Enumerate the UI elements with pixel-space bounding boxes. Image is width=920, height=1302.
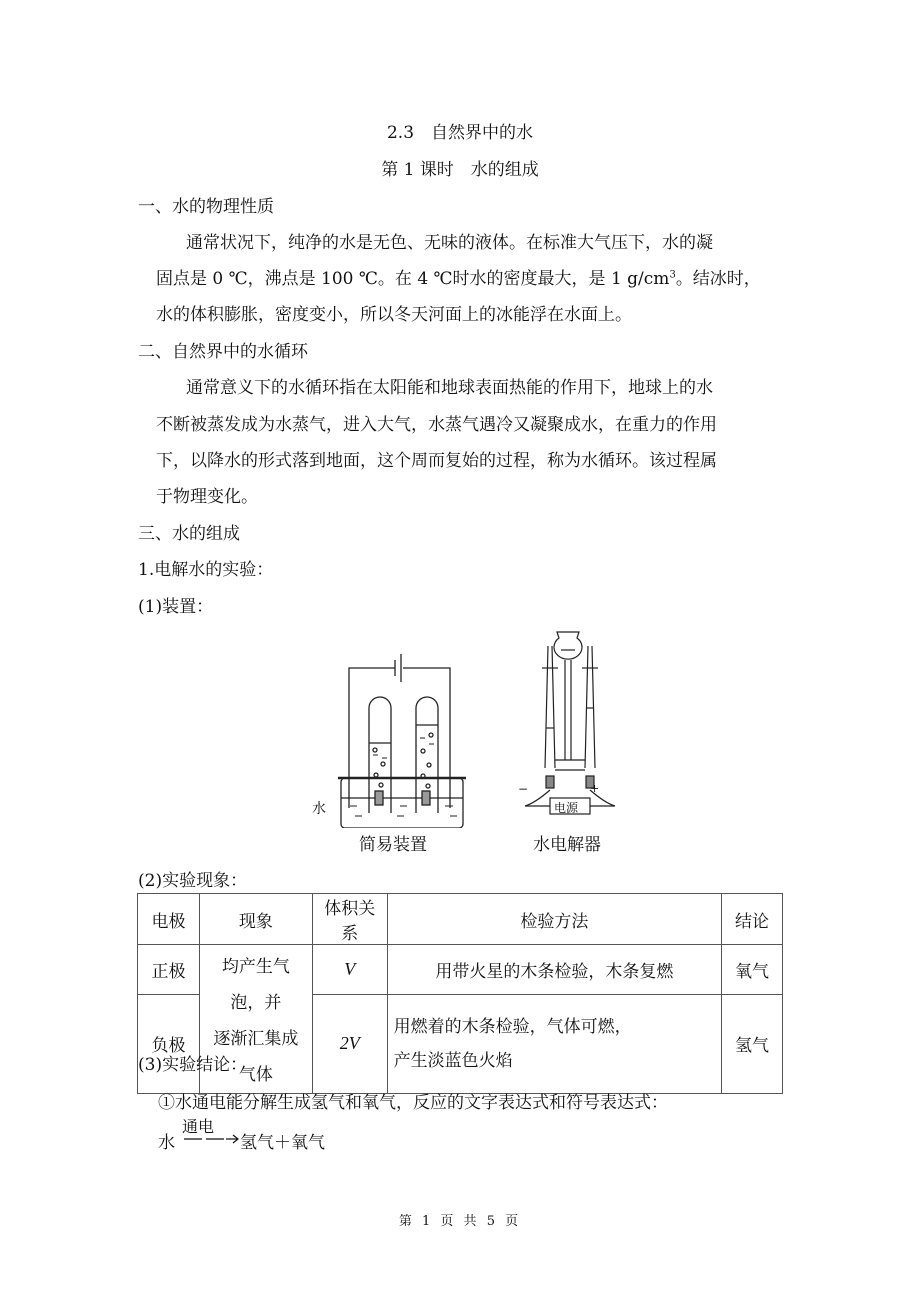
plus-sign: + bbox=[590, 782, 600, 795]
reaction-arrow-icon bbox=[182, 1130, 240, 1144]
water-label: 水 bbox=[312, 801, 326, 817]
power-source-label: 电源 bbox=[554, 801, 579, 815]
para2-line2: 不断被蒸发成为水蒸气，进入大气，水蒸气遇冷又凝聚成水，在重力的作用 bbox=[156, 415, 717, 435]
table-header-row bbox=[138, 894, 783, 945]
equation-condition: 通电 bbox=[182, 1117, 215, 1136]
conclusion-negative: 氢气 bbox=[722, 994, 783, 1093]
heading-composition: 三、水的组成 bbox=[138, 524, 240, 544]
header-test-method: 检验方法 bbox=[387, 894, 721, 945]
conclusion-label: (3)实验结论： bbox=[138, 1055, 248, 1075]
minus-sign: − bbox=[518, 782, 529, 796]
electrode-positive: 正极 bbox=[138, 945, 200, 995]
test-positive: 用带火星的木条检验，木条复燃 bbox=[387, 945, 721, 995]
header-conclusion: 结论 bbox=[722, 894, 783, 945]
apparatus-label: (1)装置： bbox=[138, 597, 214, 617]
electrode-negative: 负极 bbox=[138, 994, 200, 1093]
simple-apparatus-figure bbox=[305, 628, 470, 828]
conclusion-item-1: ①水通电能分解生成氢气和氧气，反应的文字表达式和符号表达式： bbox=[158, 1093, 668, 1113]
caption-water-electrolyzer: 水电解器 bbox=[533, 835, 601, 855]
hofmann-apparatus-figure bbox=[515, 628, 625, 823]
header-phenomenon: 现象 bbox=[199, 894, 312, 945]
header-volume: 体积关系 bbox=[312, 894, 387, 945]
volume-positive: V bbox=[312, 945, 387, 995]
equation-reactant: 水 bbox=[158, 1133, 175, 1153]
para1-line3: 水的体积膨胀，密度变小，所以冬天河面上的冰能浮在水面上。 bbox=[156, 305, 632, 325]
para2-line1: 通常意义下的水循环指在太阳能和地球表面热能的作用下，地球上的水 bbox=[186, 378, 713, 398]
conclusion-positive: 氧气 bbox=[722, 945, 783, 995]
table-row bbox=[138, 945, 783, 995]
section-title: 2.3 自然界中的水 bbox=[386, 123, 534, 143]
lesson-title: 第 1 课时 水的组成 bbox=[381, 160, 539, 180]
electrolysis-simple-diagram bbox=[305, 628, 470, 828]
header-electrode: 电极 bbox=[138, 894, 200, 945]
shared-phenomenon: 均产生气泡，并 逐渐汇集成 气体 bbox=[199, 945, 312, 1094]
para2-line3: 下，以降水的形式落到地面，这个周而复始的过程，称为水循环。该过程属 bbox=[156, 451, 717, 471]
para2-line4: 于物理变化。 bbox=[156, 487, 258, 507]
page-footer: 第 1 页 共 5 页 bbox=[398, 1214, 522, 1229]
caption-simple-apparatus: 简易装置 bbox=[359, 835, 427, 855]
volume-negative: 2V bbox=[312, 994, 387, 1093]
heading-water-cycle: 二、自然界中的水循环 bbox=[138, 342, 308, 362]
phenomena-label: (2)实验现象： bbox=[138, 871, 248, 891]
water-electrolyzer-diagram bbox=[515, 628, 625, 823]
para1-line2: 固点是 0 ℃，沸点是 100 ℃。在 4 ℃时水的密度最大，是 1 $g/cm^3$。结冰时， bbox=[156, 269, 761, 289]
experiment-heading: 1.电解水的实验： bbox=[138, 560, 274, 580]
test-negative: 用燃着的木条检验，气体可燃， 产生淡蓝色火焰 bbox=[387, 994, 721, 1093]
equation-products: 氢气＋氧气 bbox=[240, 1133, 325, 1153]
para1-line1: 通常状况下，纯净的水是无色、无味的液体。在标准大气压下，水的凝 bbox=[186, 233, 713, 253]
heading-physical-properties: 一、水的物理性质 bbox=[138, 197, 274, 217]
